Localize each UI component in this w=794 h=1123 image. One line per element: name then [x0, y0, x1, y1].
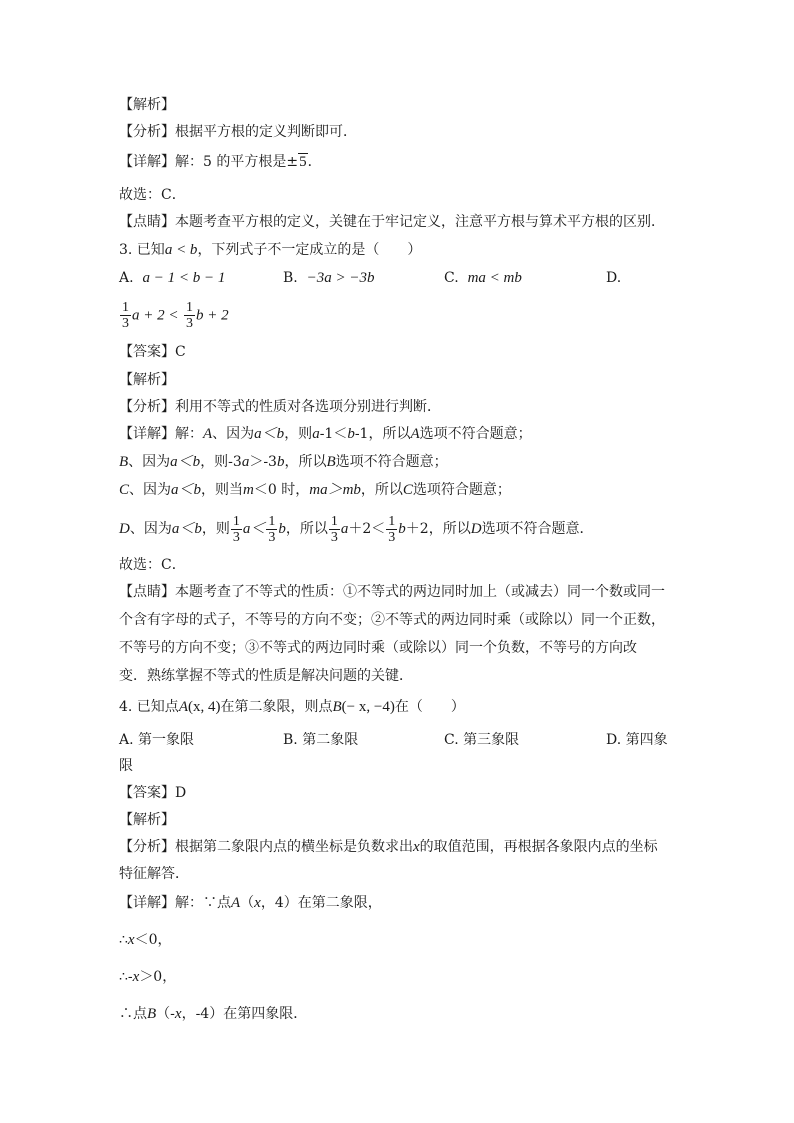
q3-comment-1: 【点睛】本题考查了不等式的性质：①不等式的两边同时加上（或减去）同一个数或同一 [119, 584, 665, 600]
fraction: $\frac{1}{3}$ [232, 513, 240, 545]
choice-line: 故选：C． [119, 187, 186, 203]
q4-option-c: C. 第三象限 [444, 732, 520, 748]
q4-option-d-cont: 限 [119, 758, 133, 774]
q3-analysis: 【分析】利用不等式的性质对各选项分别进行判断． [119, 399, 441, 415]
fraction: $\frac{1}{3}$ [330, 513, 338, 545]
q3-answer: 【答案】C [119, 344, 186, 360]
q3-detail-b: B、因为a＜b，则-3a＞-3b，所以B选项不符合题意； [119, 454, 448, 470]
q3-option-d: $\frac{1}{3}$ a + 2 < $\frac{1}{3}$ b + 2 [122, 300, 229, 331]
q4-analysis-2: 特征解答． [119, 866, 189, 882]
question-3-stem: 3. 已知a < b，下列式子不一定成立的是（ ） [119, 242, 422, 258]
fraction: $\frac{1}{3}$ [122, 300, 129, 331]
q3-option-a: A. a − 1 < b − 1 [119, 270, 226, 286]
q3-option-c: C. ma < mb [444, 270, 522, 286]
q4-option-a: A. 第一象限 [119, 732, 195, 748]
fraction: $\frac{1}{3}$ [268, 513, 276, 545]
q4-step-2: ∴-x＞0， [119, 969, 177, 985]
q3-detail-a: 【详解】解：A、因为a＜b，则a-1＜b-1，所以A选项不符合题意； [119, 426, 532, 442]
q3-option-d-label: D. [606, 270, 622, 286]
q3-option-b: B. −3a > −3b [283, 270, 375, 286]
analysis-line: 【分析】根据平方根的定义判断即可． [119, 124, 357, 140]
sqrt-five: 5 [299, 154, 307, 170]
q4-answer: 【答案】D [119, 785, 187, 801]
q3-comment-3: 不等号的方向不变；③不等式的两边同时乘（或除以）同一个负数，不等号的方向改 [119, 640, 637, 656]
comment-line: 【点睛】本题考查平方根的定义，关键在于牢记定义，注意平方根与算术平方根的区别． [119, 214, 665, 230]
q4-jiexi: 【解析】 [119, 812, 175, 828]
q4-option-b: B. 第二象限 [283, 732, 359, 748]
jiexi-heading: 【解析】 [119, 97, 175, 113]
q3-detail-d: D、因为a＜b，则 $\frac{1}{3}$ a＜ $\frac{1}{3}$ b，所以 $\frac{1}{3}$ a＋2＜ $\frac{1}{3}$ b＋2，所以D选项不符合题意． [119, 513, 594, 545]
q3-choice: 故选：C． [119, 557, 186, 573]
q4-detail-1: 【详解】解：∵点A（x，4）在第二象限， [119, 895, 382, 911]
q3-comment-2: 个含有字母的式子，不等号的方向不变；②不等式的两边同时乘（或除以）同一个正数， [119, 612, 665, 628]
q3-detail-c: C、因为a＜b，则当m＜0 时，ma＞mb，所以C选项符合题意； [119, 482, 511, 498]
question-4-stem: 4. 已知点A(x, 4)在第二象限，则点B(− x, −4)在（ ） [119, 699, 465, 715]
q4-option-d: D. 第四象 [606, 732, 668, 748]
fraction: $\frac{1}{3}$ [388, 513, 396, 545]
detail-line: 【详解】解：5 的平方根是±5． [119, 154, 322, 170]
fraction: $\frac{1}{3}$ [185, 300, 193, 331]
q4-analysis-1: 【分析】根据第二象限内点的横坐标是负数求出x的取值范围，再根据各象限内点的坐标 [119, 839, 658, 855]
q3-comment-4: 变．熟练掌握不等式的性质是解决问题的关键． [119, 668, 413, 684]
q3-jiexi: 【解析】 [119, 372, 175, 388]
q4-step-3: ∴点B（-x，-4）在第四象限． [119, 1006, 308, 1022]
q4-step-1: ∴x＜0， [119, 932, 172, 948]
